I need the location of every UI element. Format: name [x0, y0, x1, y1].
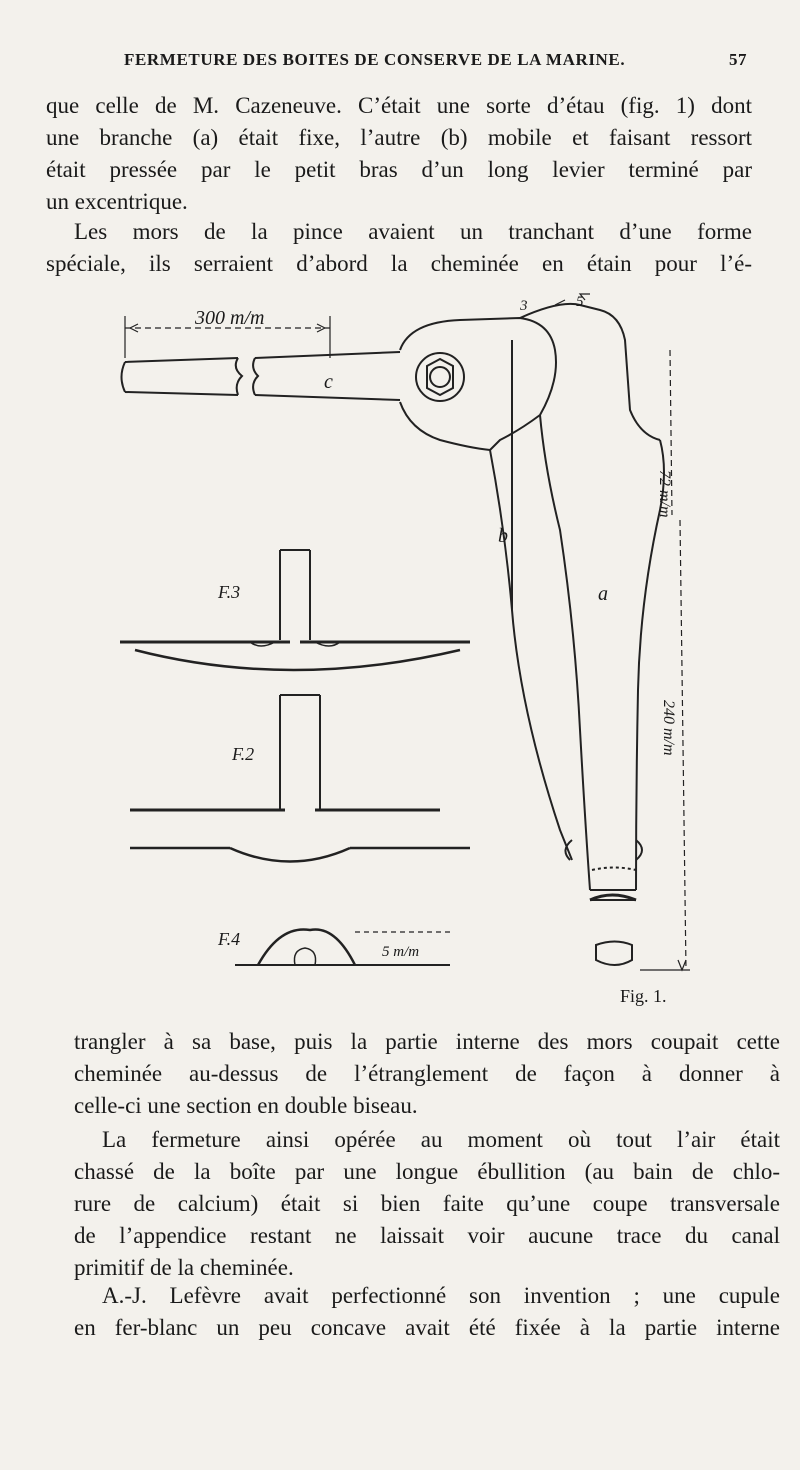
text-line: celle-ci une section en double biseau. — [74, 1093, 418, 1118]
figure-caption: Fig. 1. — [620, 986, 667, 1006]
label-part-c: c — [324, 371, 333, 393]
text-line: était pressée par le petit bras d’un long levier terminé par — [46, 157, 752, 182]
label-figure-2: F.2 — [232, 744, 255, 764]
text-line: La fermeture ainsi opérée au moment où tout l’air était — [102, 1127, 780, 1152]
page-number: 57 — [729, 50, 747, 69]
text-line: primitif de la cheminée. — [74, 1255, 294, 1280]
text-line: une branche (a) était fixe, l’autre (b) mobile et faisant ressort — [46, 125, 752, 150]
text-line: trangler à sa base, puis la partie interne des mors coupait cette — [74, 1029, 780, 1054]
text-line: rure de calcium) était si bien faite qu’une coupe transversale — [74, 1191, 780, 1216]
text-line: chassé de la boîte par une longue ébullition (au bain de chlo- — [74, 1159, 780, 1184]
label-figure-3: F.3 — [218, 582, 241, 602]
running-title: FERMETURE DES BOITES DE CONSERVE DE LA MARINE. — [124, 50, 626, 69]
text-line: en fer-blanc un peu concave avait été fixée à la partie interne — [74, 1315, 780, 1340]
branch-b — [490, 450, 572, 860]
paragraph-5 — [74, 1280, 780, 1344]
figure-1 — [0, 270, 800, 1010]
label-dim-300: 300 m/m — [195, 307, 265, 329]
label-dim-5: 5 — [576, 294, 584, 310]
paragraph-4 — [74, 1124, 780, 1284]
text-line: A.-J. Lefèvre avait perfectionné son invention ; une cupule — [102, 1283, 780, 1308]
text-line: Les mors de la pince avaient un tranchant d’une forme — [74, 219, 752, 244]
label-part-b: b — [498, 525, 508, 547]
figure-2 — [280, 695, 320, 810]
text-line: que celle de M. Cazeneuve. C’était une sorte d’étau (fig. 1) dont — [46, 93, 752, 118]
text-line: spéciale, ils serraient d’abord la cheminée en étain pour l’é- — [46, 251, 752, 276]
text-line: cheminée au-dessus de l’étranglement de façon à donner à — [74, 1061, 780, 1086]
label-dim-240: 240 m/m — [660, 700, 677, 756]
lever-c — [125, 358, 238, 395]
page-header — [124, 50, 747, 70]
text-line: un excentrique. — [46, 189, 188, 214]
text-line: de l’appendice restant ne laissait voir aucune trace du canal — [74, 1223, 780, 1248]
label-part-a: a — [598, 583, 608, 605]
figure-drawing — [0, 270, 800, 1010]
paragraph-1 — [46, 90, 752, 218]
label-figure-4: F.4 — [218, 929, 241, 949]
label-dim-3: 3 — [520, 298, 528, 314]
label-dim-f4: 5 m/m — [382, 944, 420, 960]
paragraph-3 — [74, 1026, 780, 1122]
figure-3 — [280, 550, 310, 640]
label-dim-72: 72 m/m — [656, 470, 673, 518]
